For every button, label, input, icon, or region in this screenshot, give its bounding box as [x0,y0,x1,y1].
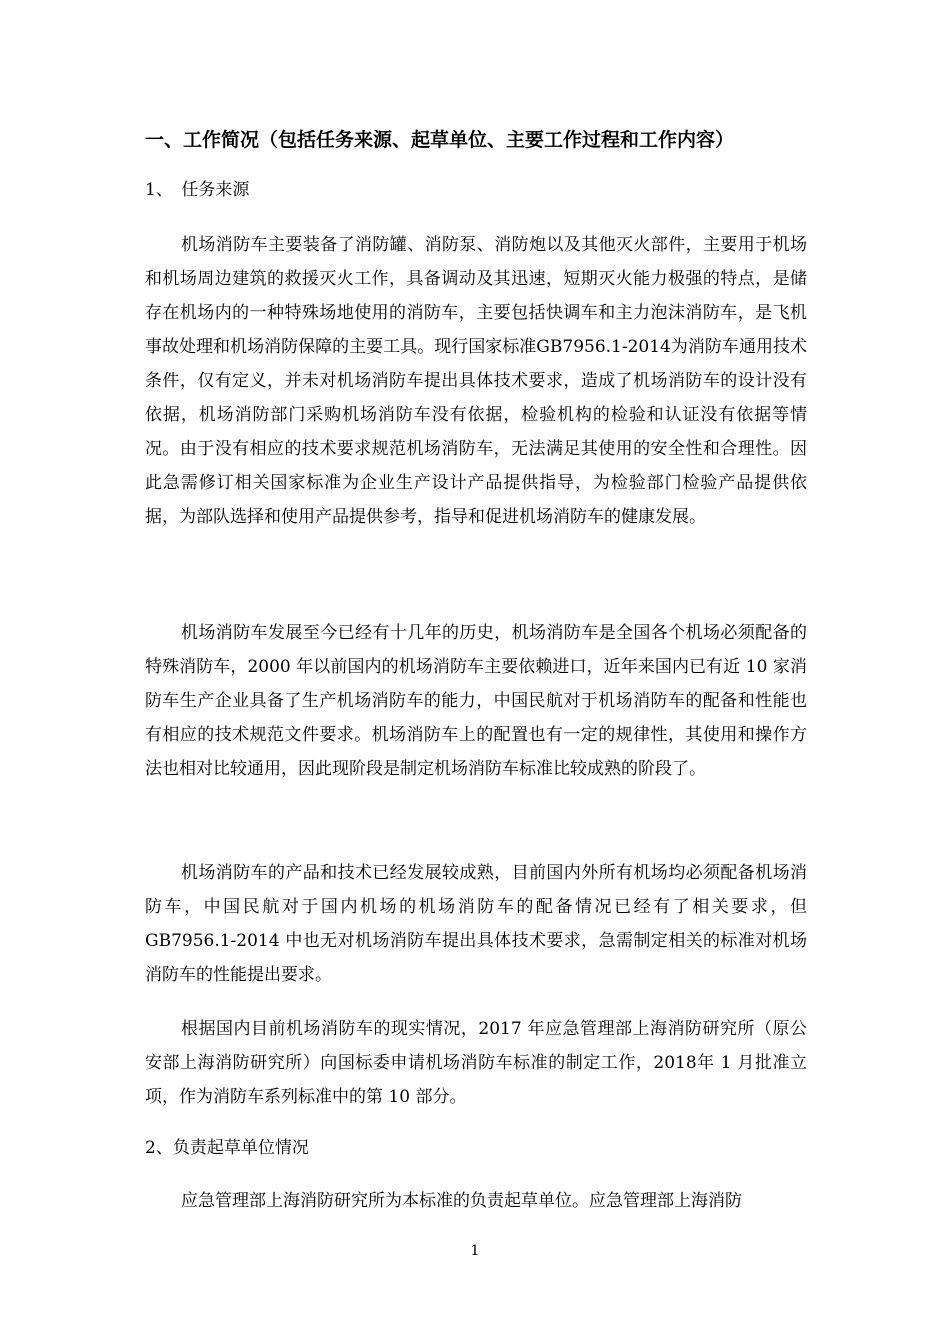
paragraph-technology: 机场消防车的产品和技术已经发展较成熟，目前国内外所有机场均必须配备机场消防车，中国民航对于国内机场的机场消防车的配备情况已经有了相关要求，但 GB7956.1-2014 中也无对机场消防车提出具体技术要求，急需制定相关的标准对机场消防车的性能提出要求。 [145,863,807,985]
paragraph-drafting-unit: 应急管理部上海消防研究所为本标准的负责起草单位。应急管理部上海消防 [181,1191,742,1211]
paragraph-task-source: 机场消防车主要装备了消防罐、消防泵、消防炮以及其他灭火部件，主要用于机场和机场周边建筑的救援灭火工作，具备调动及其迅速，短期灭火能力极强的特点，是储存在机场内的一种特殊场地使用的消防车，主要包括快调车和主力泡沫消防车，是飞机事故处理和机场消防保障的主要工具。现行国家标准GB7956.1-2014为消防车通用技术条件，仅有定义，并未对机场消防车提出具体技术要求，造成了机场消防车的设计没有依据，机场消防部门采购机场消防车没有依据，检验机构的检验和认证没有依据等情况。由于没有相应的技术要求规范机场消防车，无法满足其使用的安全性和合理性。因此急需修订相关国家标准为企业生产设计产品提供指导，为检验部门检验产品提供依据，为部队选择和使用产品提供参考，指导和促进机场消防车的健康发展。 [145,235,807,527]
subsection-title-drafting-unit: 2、负责起草单位情况 [145,1138,309,1158]
section-heading: 一、工作简况（包括任务来源、起草单位、主要工作过程和工作内容） [145,129,735,151]
paragraph-project-approval: 根据国内目前机场消防车的现实情况，2017 年应急管理部上海消防研究所（原公安部上海消防研究所）向国标委申请机场消防车标准的制定工作，2018年 1 月批准立项，作为消防车系列标准中的第 10 部分。 [145,1019,807,1107]
subsection-title-task-source: 1、 任务来源 [145,180,250,200]
page-number: 1 [470,1243,480,1259]
paragraph-history: 机场消防车发展至今已经有十几年的历史，机场消防车是全国各个机场必须配备的特殊消防车，2000 年以前国内的机场消防车主要依赖进口，近年来国内已有近 10 家消防车生产企业具备了生产机场消防车的能力，中国民航对于机场消防车的配备和性能也有相应的技术规范文件要求。机场消防车上的配置也有一定的规律性，其使用和操作方法也相对比较通用，因此现阶段是制定机场消防车标准比较成熟的阶段了。 [145,623,807,779]
